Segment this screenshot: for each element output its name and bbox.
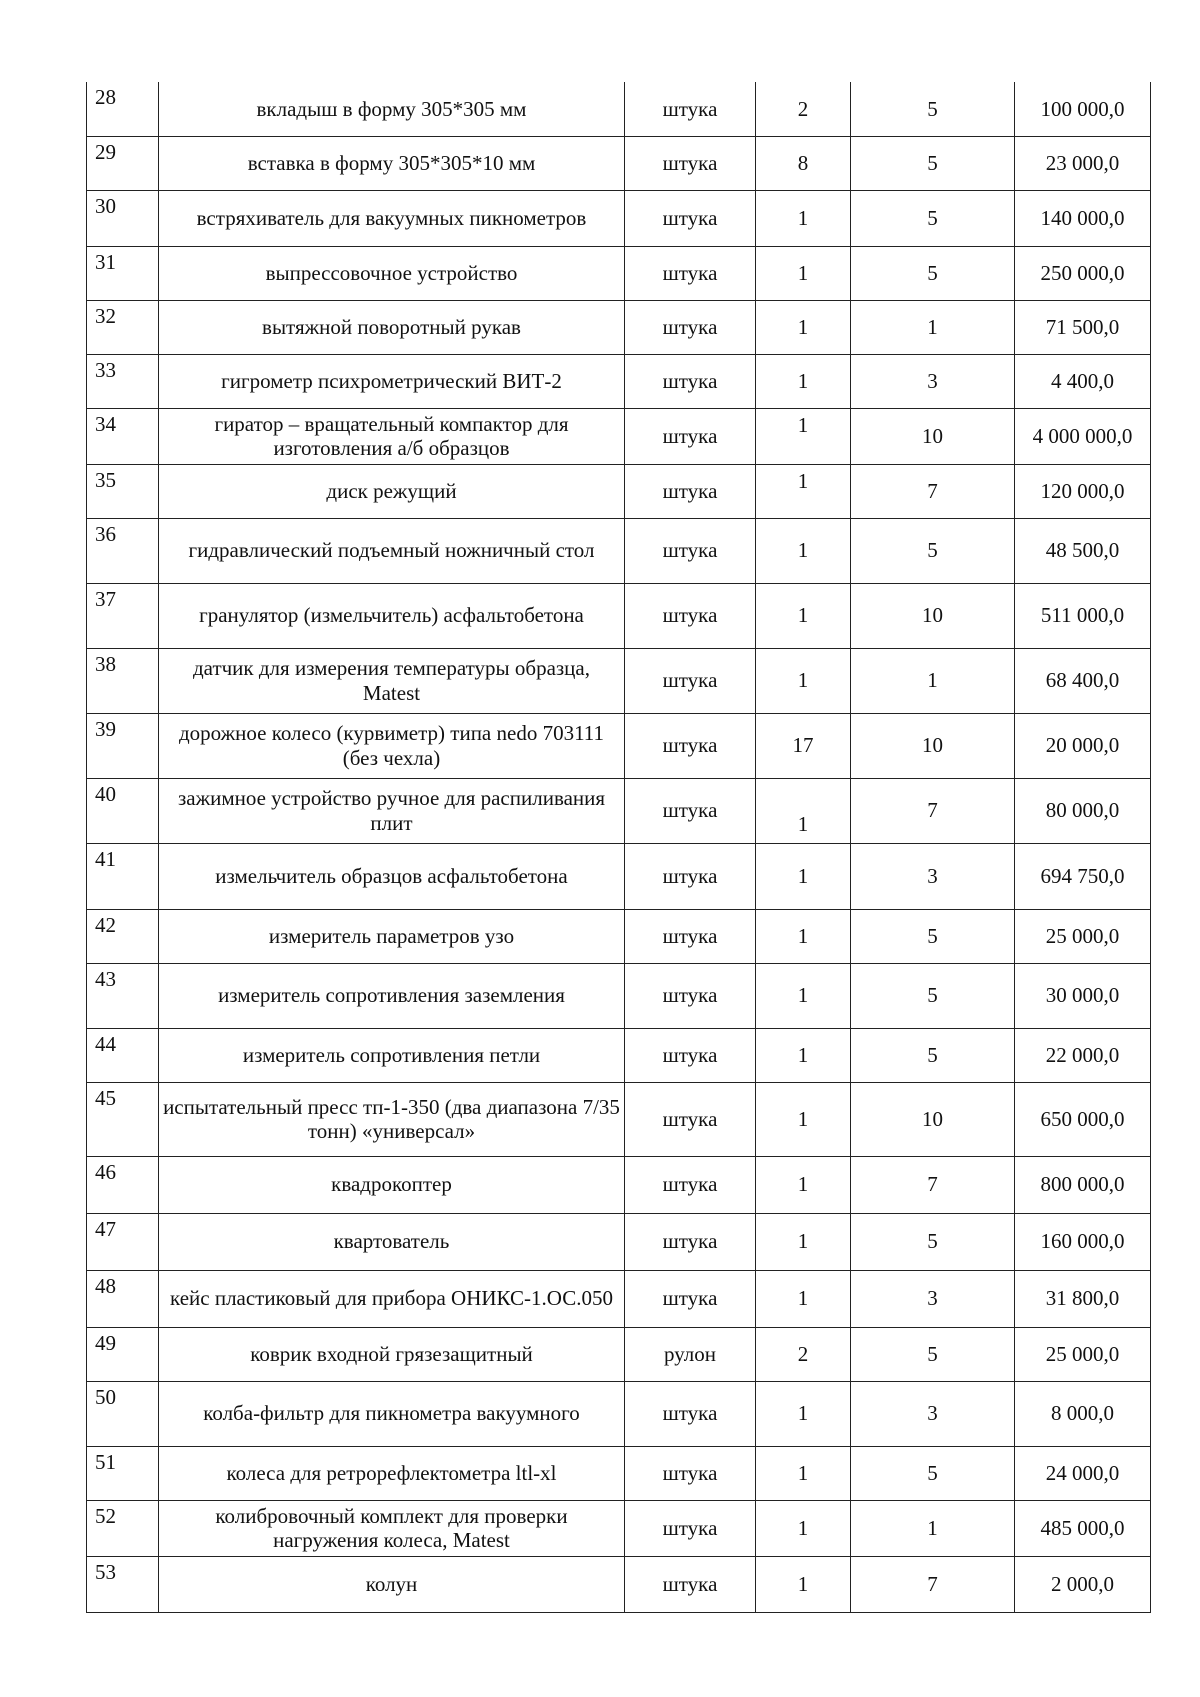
item-price: 250 000,0	[1015, 246, 1151, 300]
row-number: 48	[87, 1270, 159, 1327]
row-number: 44	[87, 1028, 159, 1082]
item-unit: штука	[625, 190, 756, 246]
item-service-life: 5	[851, 1327, 1015, 1381]
table-row	[87, 1028, 1151, 1082]
item-service-life: 3	[851, 1381, 1015, 1446]
table-row	[87, 963, 1151, 1028]
item-service-life: 10	[851, 1082, 1015, 1156]
item-price: 160 000,0	[1015, 1213, 1151, 1270]
row-number: 35	[87, 464, 159, 518]
item-quantity: 2	[756, 82, 851, 136]
row-number: 28	[87, 82, 159, 136]
item-name: колба-фильтр для пикнометра вакуумного	[159, 1381, 625, 1446]
table-row	[87, 583, 1151, 648]
item-price: 650 000,0	[1015, 1082, 1151, 1156]
item-unit: штука	[625, 1500, 756, 1556]
item-price: 8 000,0	[1015, 1381, 1151, 1446]
item-price: 22 000,0	[1015, 1028, 1151, 1082]
item-quantity: 1	[756, 518, 851, 583]
table-row	[87, 1082, 1151, 1156]
item-price: 2 000,0	[1015, 1556, 1151, 1612]
item-service-life: 1	[851, 300, 1015, 354]
row-number: 39	[87, 713, 159, 778]
row-number: 37	[87, 583, 159, 648]
row-number: 40	[87, 778, 159, 843]
item-quantity: 1	[756, 1381, 851, 1446]
item-name: встряхиватель для вакуумных пикнометров	[159, 190, 625, 246]
item-quantity: 1	[756, 583, 851, 648]
item-price: 31 800,0	[1015, 1270, 1151, 1327]
table-row	[87, 1556, 1151, 1612]
item-quantity: 1	[756, 963, 851, 1028]
item-name: гиратор – вращательный компактор для изготовления а/б образцов	[159, 408, 625, 464]
table-row	[87, 713, 1151, 778]
row-number: 30	[87, 190, 159, 246]
table-row	[87, 778, 1151, 843]
item-unit: штука	[625, 1213, 756, 1270]
item-quantity: 1	[756, 843, 851, 909]
table-row	[87, 1270, 1151, 1327]
item-unit: штука	[625, 1028, 756, 1082]
item-quantity: 1	[756, 408, 851, 464]
item-name: гидравлический подъемный ножничный стол	[159, 518, 625, 583]
item-price: 71 500,0	[1015, 300, 1151, 354]
item-service-life: 5	[851, 963, 1015, 1028]
item-service-life: 5	[851, 1028, 1015, 1082]
item-price: 140 000,0	[1015, 190, 1151, 246]
item-service-life: 7	[851, 778, 1015, 843]
table-row	[87, 518, 1151, 583]
item-name: квартователь	[159, 1213, 625, 1270]
item-name: датчик для измерения температуры образца, Matest	[159, 648, 625, 713]
item-price: 4 000 000,0	[1015, 408, 1151, 464]
item-quantity: 1	[756, 1270, 851, 1327]
item-name: колеса для ретрорефлектометра ltl-xl	[159, 1446, 625, 1500]
row-number: 31	[87, 246, 159, 300]
row-number: 42	[87, 909, 159, 963]
item-unit: штука	[625, 713, 756, 778]
item-service-life: 5	[851, 82, 1015, 136]
item-unit: штука	[625, 246, 756, 300]
row-number: 34	[87, 408, 159, 464]
item-service-life: 5	[851, 518, 1015, 583]
item-price: 511 000,0	[1015, 583, 1151, 648]
item-price: 800 000,0	[1015, 1156, 1151, 1213]
item-unit: штука	[625, 1156, 756, 1213]
item-unit: штука	[625, 1381, 756, 1446]
row-number: 50	[87, 1381, 159, 1446]
item-quantity: 1	[756, 1028, 851, 1082]
table-row	[87, 246, 1151, 300]
item-quantity: 17	[756, 713, 851, 778]
item-service-life: 7	[851, 1556, 1015, 1612]
row-number: 41	[87, 843, 159, 909]
item-quantity: 1	[756, 1446, 851, 1500]
item-service-life: 5	[851, 1446, 1015, 1500]
item-quantity: 1	[756, 1156, 851, 1213]
item-unit: штука	[625, 1082, 756, 1156]
item-service-life: 5	[851, 909, 1015, 963]
item-service-life: 5	[851, 1213, 1015, 1270]
item-name: вкладыш в форму 305*305 мм	[159, 82, 625, 136]
table-row	[87, 464, 1151, 518]
item-name: зажимное устройство ручное для распиливания плит	[159, 778, 625, 843]
table-row	[87, 408, 1151, 464]
item-service-life: 5	[851, 136, 1015, 190]
item-name: гигрометр психрометрический ВИТ-2	[159, 354, 625, 408]
item-unit: штука	[625, 136, 756, 190]
row-number: 38	[87, 648, 159, 713]
item-unit: штука	[625, 408, 756, 464]
row-number: 51	[87, 1446, 159, 1500]
item-price: 25 000,0	[1015, 1327, 1151, 1381]
table-row	[87, 136, 1151, 190]
table-row	[87, 190, 1151, 246]
item-quantity: 1	[756, 909, 851, 963]
item-price: 25 000,0	[1015, 909, 1151, 963]
row-number: 33	[87, 354, 159, 408]
item-price: 24 000,0	[1015, 1446, 1151, 1500]
item-price: 485 000,0	[1015, 1500, 1151, 1556]
item-price: 23 000,0	[1015, 136, 1151, 190]
item-quantity: 1	[756, 1082, 851, 1156]
row-number: 49	[87, 1327, 159, 1381]
item-service-life: 7	[851, 464, 1015, 518]
item-service-life: 10	[851, 408, 1015, 464]
equipment-table	[86, 82, 1151, 1613]
item-service-life: 3	[851, 354, 1015, 408]
item-service-life: 5	[851, 190, 1015, 246]
table-row	[87, 1156, 1151, 1213]
item-name: диск режущий	[159, 464, 625, 518]
item-service-life: 3	[851, 843, 1015, 909]
item-unit: штука	[625, 1270, 756, 1327]
item-price: 48 500,0	[1015, 518, 1151, 583]
table-row	[87, 648, 1151, 713]
item-price: 68 400,0	[1015, 648, 1151, 713]
table-row	[87, 354, 1151, 408]
item-unit: штука	[625, 1556, 756, 1612]
item-name: вставка в форму 305*305*10 мм	[159, 136, 625, 190]
table-row	[87, 300, 1151, 354]
row-number: 43	[87, 963, 159, 1028]
item-quantity: 1	[756, 354, 851, 408]
row-number: 53	[87, 1556, 159, 1612]
item-price: 30 000,0	[1015, 963, 1151, 1028]
item-quantity: 1	[756, 778, 851, 843]
item-name: кейс пластиковый для прибора ОНИКС-1.ОС.050	[159, 1270, 625, 1327]
item-unit: штука	[625, 354, 756, 408]
table-row	[87, 82, 1151, 136]
table-row	[87, 843, 1151, 909]
row-number: 32	[87, 300, 159, 354]
row-number: 29	[87, 136, 159, 190]
table-row	[87, 1446, 1151, 1500]
item-name: выпрессовочное устройство	[159, 246, 625, 300]
item-unit: штука	[625, 82, 756, 136]
item-name: коврик входной грязезащитный	[159, 1327, 625, 1381]
item-name: измеритель параметров узо	[159, 909, 625, 963]
item-service-life: 1	[851, 648, 1015, 713]
item-price: 4 400,0	[1015, 354, 1151, 408]
item-service-life: 10	[851, 583, 1015, 648]
item-name: измеритель сопротивления заземления	[159, 963, 625, 1028]
item-name: испытательный пресс тп-1-350 (два диапазона 7/35 тонн) «универсал»	[159, 1082, 625, 1156]
table-row	[87, 1500, 1151, 1556]
item-quantity: 1	[756, 648, 851, 713]
item-quantity: 1	[756, 246, 851, 300]
item-quantity: 1	[756, 1556, 851, 1612]
item-unit: штука	[625, 963, 756, 1028]
item-name: вытяжной поворотный рукав	[159, 300, 625, 354]
item-quantity: 1	[756, 464, 851, 518]
item-unit: штука	[625, 843, 756, 909]
table-row	[87, 1381, 1151, 1446]
table-row	[87, 909, 1151, 963]
item-price: 100 000,0	[1015, 82, 1151, 136]
item-name: измеритель сопротивления петли	[159, 1028, 625, 1082]
item-name: квадрокоптер	[159, 1156, 625, 1213]
item-unit: штука	[625, 518, 756, 583]
item-unit: штука	[625, 648, 756, 713]
item-quantity: 1	[756, 190, 851, 246]
item-price: 20 000,0	[1015, 713, 1151, 778]
item-unit: штука	[625, 1446, 756, 1500]
row-number: 46	[87, 1156, 159, 1213]
table-row	[87, 1327, 1151, 1381]
row-number: 45	[87, 1082, 159, 1156]
item-unit: штука	[625, 464, 756, 518]
item-name: измельчитель образцов асфальтобетона	[159, 843, 625, 909]
item-name: дорожное колесо (курвиметр) типа nedo 703111 (без чехла)	[159, 713, 625, 778]
item-quantity: 1	[756, 1500, 851, 1556]
item-price: 694 750,0	[1015, 843, 1151, 909]
item-name: колун	[159, 1556, 625, 1612]
item-unit: штука	[625, 909, 756, 963]
item-service-life: 5	[851, 246, 1015, 300]
item-service-life: 10	[851, 713, 1015, 778]
item-quantity: 8	[756, 136, 851, 190]
equipment-table-body	[87, 82, 1151, 1612]
row-number: 47	[87, 1213, 159, 1270]
item-service-life: 3	[851, 1270, 1015, 1327]
item-name: гранулятор (измельчитель) асфальтобетона	[159, 583, 625, 648]
item-service-life: 1	[851, 1500, 1015, 1556]
item-price: 80 000,0	[1015, 778, 1151, 843]
item-price: 120 000,0	[1015, 464, 1151, 518]
row-number: 36	[87, 518, 159, 583]
item-unit: штука	[625, 778, 756, 843]
item-quantity: 2	[756, 1327, 851, 1381]
item-unit: рулон	[625, 1327, 756, 1381]
item-name: колибровочный комплект для проверки нагружения колеса, Matest	[159, 1500, 625, 1556]
row-number: 52	[87, 1500, 159, 1556]
item-quantity: 1	[756, 300, 851, 354]
table-row	[87, 1213, 1151, 1270]
item-unit: штука	[625, 300, 756, 354]
item-unit: штука	[625, 583, 756, 648]
item-service-life: 7	[851, 1156, 1015, 1213]
item-quantity: 1	[756, 1213, 851, 1270]
